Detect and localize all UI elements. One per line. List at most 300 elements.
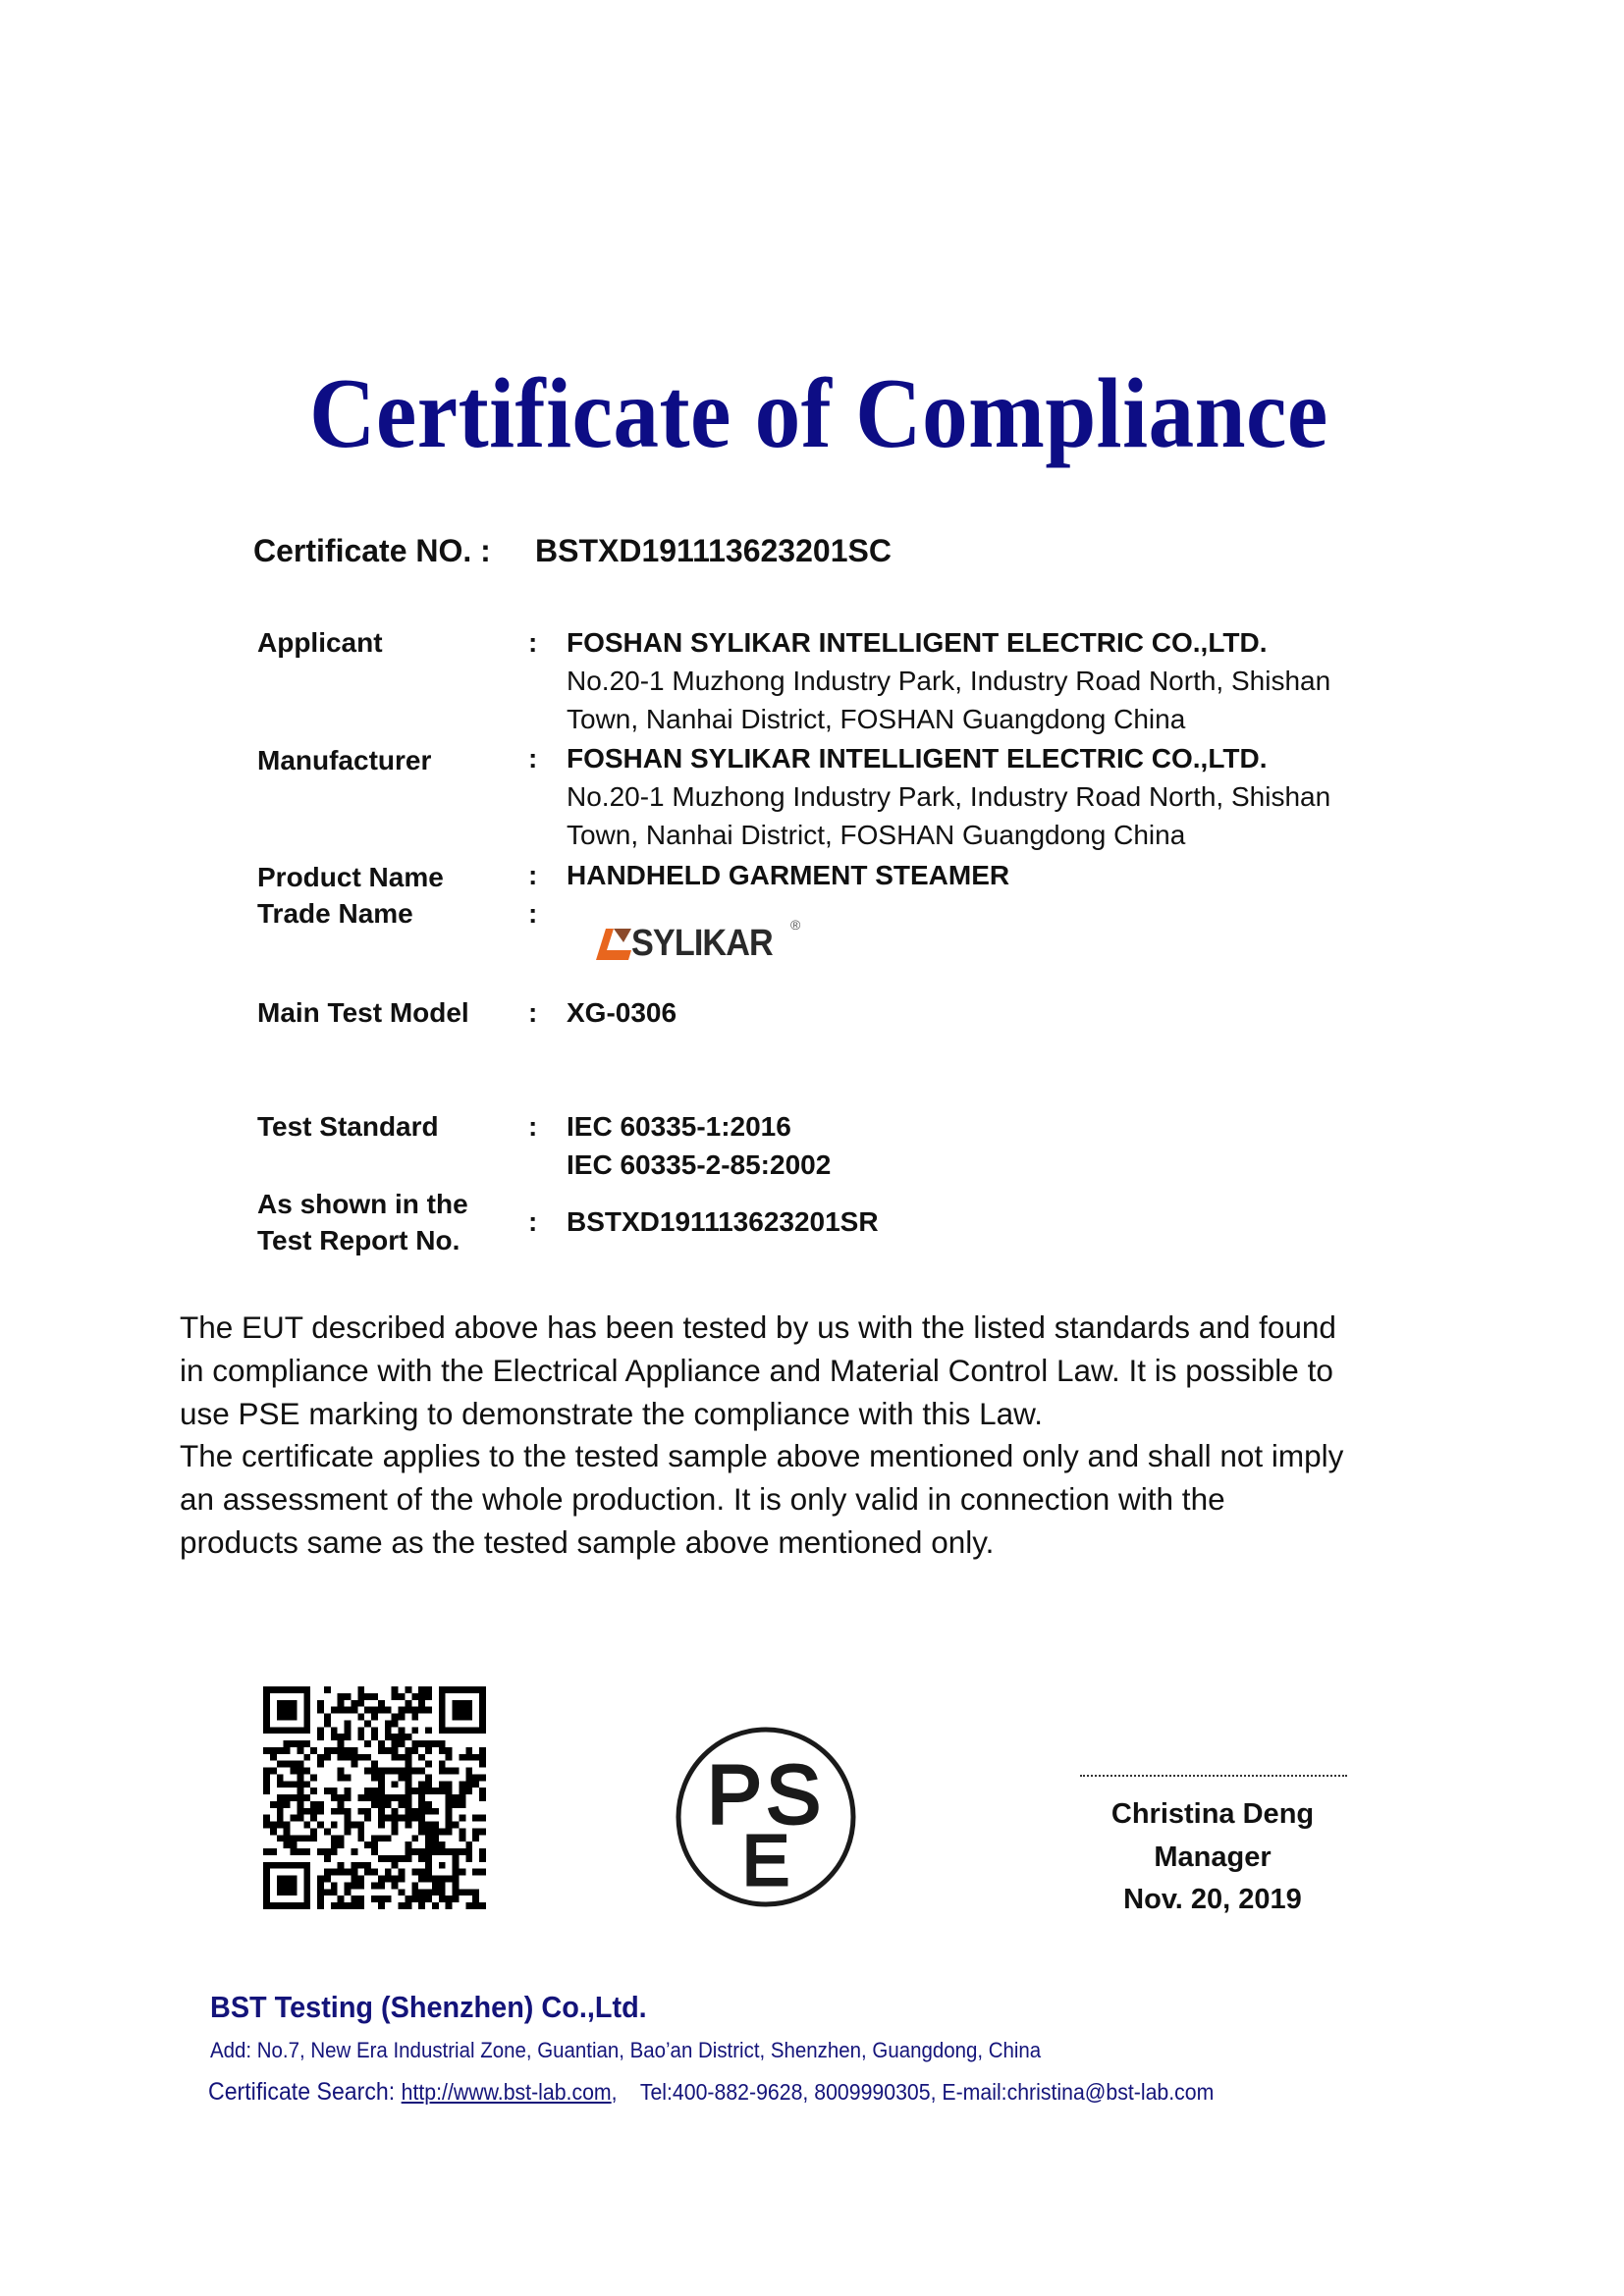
qr-module xyxy=(371,1788,378,1794)
statement-line: use PSE marking to demonstrate the compliance with this Law. xyxy=(180,1396,1043,1431)
qr-module xyxy=(364,1869,371,1876)
qr-module xyxy=(392,1720,399,1727)
qr-module xyxy=(425,1781,432,1788)
qr-module xyxy=(411,1693,418,1700)
qr-module xyxy=(351,1747,357,1754)
qr-module xyxy=(425,1835,432,1842)
qr-module xyxy=(378,1794,385,1801)
qr-module xyxy=(371,1842,378,1848)
qr-module xyxy=(392,1686,399,1693)
qr-module xyxy=(392,1808,399,1815)
qr-module xyxy=(284,1761,291,1768)
qr-module xyxy=(303,1754,310,1761)
qr-module xyxy=(418,1876,425,1883)
qr-module xyxy=(364,1862,371,1869)
qr-module xyxy=(277,1862,284,1869)
qr-module xyxy=(378,1902,385,1909)
qr-module xyxy=(364,1815,371,1822)
qr-module xyxy=(405,1768,411,1775)
qr-module xyxy=(263,1768,270,1775)
qr-module xyxy=(297,1747,303,1754)
qr-module xyxy=(385,1876,392,1883)
qr-module xyxy=(345,1788,352,1794)
qr-module xyxy=(371,1848,378,1855)
qr-module xyxy=(405,1734,411,1740)
qr-module xyxy=(331,1707,338,1714)
qr-module xyxy=(479,1902,486,1909)
qr-module xyxy=(425,1707,432,1714)
qr-module xyxy=(439,1768,446,1775)
qr-module xyxy=(465,1686,472,1693)
qr-module xyxy=(371,1835,378,1842)
qr-module xyxy=(459,1889,465,1896)
applicant-address-line1: No.20-1 Muzhong Industry Park, Industry Road North, Shishan xyxy=(567,666,1331,696)
qr-module xyxy=(324,1714,331,1721)
qr-module xyxy=(385,1734,392,1740)
qr-module xyxy=(418,1801,425,1808)
qr-module xyxy=(446,1828,453,1835)
qr-module xyxy=(446,1896,453,1902)
qr-module xyxy=(385,1896,392,1902)
qr-module xyxy=(479,1848,486,1855)
qr-module xyxy=(297,1788,303,1794)
qr-module xyxy=(331,1889,338,1896)
qr-module xyxy=(479,1754,486,1761)
qr-module xyxy=(378,1747,385,1754)
qr-module xyxy=(399,1774,406,1781)
qr-module xyxy=(297,1794,303,1801)
qr-module xyxy=(277,1700,284,1707)
qr-module xyxy=(371,1801,378,1808)
qr-module xyxy=(317,1761,324,1768)
qr-module xyxy=(331,1869,338,1876)
qr-module xyxy=(263,1815,270,1822)
qr-module xyxy=(277,1761,284,1768)
qr-module xyxy=(446,1727,453,1734)
qr-module xyxy=(439,1727,446,1734)
qr-module xyxy=(472,1896,479,1902)
qr-module xyxy=(364,1693,371,1700)
qr-module xyxy=(432,1848,439,1855)
qr-module xyxy=(324,1869,331,1876)
qr-module xyxy=(357,1808,364,1815)
qr-module xyxy=(405,1761,411,1768)
qr-module xyxy=(418,1889,425,1896)
qr-module xyxy=(270,1848,277,1855)
qr-module xyxy=(297,1774,303,1781)
qr-module xyxy=(418,1822,425,1829)
qr-module xyxy=(405,1707,411,1714)
qr-module xyxy=(392,1740,399,1747)
qr-module xyxy=(418,1902,425,1909)
qr-module xyxy=(324,1686,331,1693)
qr-module xyxy=(411,1740,418,1747)
qr-module xyxy=(324,1889,331,1896)
qr-module xyxy=(338,1896,345,1902)
qr-module xyxy=(453,1869,460,1876)
qr-module xyxy=(270,1686,277,1693)
qr-module xyxy=(405,1794,411,1801)
qr-module xyxy=(425,1896,432,1902)
qr-module xyxy=(303,1889,310,1896)
main-test-model-colon: : xyxy=(528,997,538,1028)
qr-module xyxy=(425,1774,432,1781)
qr-module xyxy=(425,1740,432,1747)
qr-module xyxy=(284,1828,291,1835)
product-name-colon: : xyxy=(528,860,538,890)
qr-module xyxy=(345,1693,352,1700)
qr-module xyxy=(345,1707,352,1714)
qr-module xyxy=(357,1714,364,1721)
qr-module xyxy=(453,1855,460,1862)
qr-module xyxy=(459,1828,465,1835)
qr-module xyxy=(263,1693,270,1700)
qr-module xyxy=(385,1768,392,1775)
qr-module xyxy=(284,1686,291,1693)
qr-module xyxy=(479,1761,486,1768)
qr-module xyxy=(277,1781,284,1788)
certificate-search-link[interactable]: http://www.bst-lab.com xyxy=(401,2079,612,2105)
qr-module xyxy=(392,1754,399,1761)
qr-module xyxy=(418,1768,425,1775)
qr-module xyxy=(357,1828,364,1835)
qr-module xyxy=(364,1842,371,1848)
qr-module xyxy=(338,1740,345,1747)
qr-module xyxy=(317,1882,324,1889)
qr-module xyxy=(465,1707,472,1714)
statement-line: The EUT described above has been tested by us with the listed standards and found xyxy=(180,1309,1336,1345)
qr-module xyxy=(411,1714,418,1721)
qr-module xyxy=(399,1707,406,1714)
qr-module xyxy=(270,1822,277,1829)
qr-module xyxy=(331,1882,338,1889)
qr-module xyxy=(432,1902,439,1909)
qr-module xyxy=(378,1822,385,1829)
qr-module xyxy=(418,1693,425,1700)
qr-module xyxy=(446,1876,453,1883)
qr-module xyxy=(378,1774,385,1781)
qr-module xyxy=(453,1707,460,1714)
qr-module xyxy=(479,1720,486,1727)
qr-module xyxy=(345,1754,352,1761)
qr-module xyxy=(357,1822,364,1829)
qr-module xyxy=(291,1902,298,1909)
qr-module xyxy=(472,1686,479,1693)
qr-module xyxy=(284,1862,291,1869)
qr-module xyxy=(399,1768,406,1775)
qr-module xyxy=(465,1842,472,1848)
qr-module xyxy=(425,1862,432,1869)
qr-module xyxy=(277,1808,284,1815)
qr-module xyxy=(472,1754,479,1761)
qr-module xyxy=(399,1801,406,1808)
qr-module xyxy=(277,1794,284,1801)
qr-module xyxy=(310,1801,317,1808)
qr-module xyxy=(378,1896,385,1902)
qr-module xyxy=(392,1768,399,1775)
qr-module xyxy=(405,1781,411,1788)
qr-module xyxy=(291,1876,298,1883)
qr-module xyxy=(263,1720,270,1727)
qr-module xyxy=(425,1828,432,1835)
qr-module xyxy=(472,1828,479,1835)
qr-module xyxy=(263,1848,270,1855)
qr-module xyxy=(472,1727,479,1734)
qr-module xyxy=(277,1835,284,1842)
qr-module xyxy=(392,1747,399,1754)
qr-module xyxy=(371,1774,378,1781)
qr-module xyxy=(425,1747,432,1754)
qr-module xyxy=(446,1902,453,1909)
qr-module xyxy=(338,1774,345,1781)
qr-module xyxy=(425,1801,432,1808)
manufacturer-name: FOSHAN SYLIKAR INTELLIGENT ELECTRIC CO.,LTD. xyxy=(567,743,1268,774)
qr-module xyxy=(364,1754,371,1761)
qr-module xyxy=(392,1822,399,1829)
qr-module xyxy=(284,1707,291,1714)
qr-module xyxy=(263,1882,270,1889)
applicant-name: FOSHAN SYLIKAR INTELLIGENT ELECTRIC CO.,LTD. xyxy=(567,627,1268,658)
qr-module xyxy=(317,1734,324,1740)
qr-module xyxy=(284,1714,291,1721)
qr-module xyxy=(439,1862,446,1869)
qr-module xyxy=(453,1862,460,1869)
qr-module xyxy=(399,1794,406,1801)
qr-module xyxy=(297,1740,303,1747)
qr-module xyxy=(418,1700,425,1707)
qr-module xyxy=(263,1889,270,1896)
qr-module xyxy=(324,1876,331,1883)
qr-module xyxy=(453,1686,460,1693)
qr-module xyxy=(411,1747,418,1754)
qr-module xyxy=(392,1862,399,1869)
qr-module xyxy=(411,1808,418,1815)
applicant-colon: : xyxy=(528,627,538,658)
qr-module xyxy=(439,1896,446,1902)
qr-module xyxy=(364,1788,371,1794)
qr-module xyxy=(284,1727,291,1734)
qr-module xyxy=(263,1700,270,1707)
qr-module xyxy=(263,1686,270,1693)
qr-module xyxy=(472,1889,479,1896)
qr-module xyxy=(303,1700,310,1707)
qr-module xyxy=(263,1896,270,1902)
qr-module xyxy=(446,1848,453,1855)
qr-module xyxy=(284,1889,291,1896)
qr-module xyxy=(453,1768,460,1775)
qr-module xyxy=(418,1808,425,1815)
qr-module xyxy=(284,1835,291,1842)
qr-module xyxy=(324,1754,331,1761)
qr-module xyxy=(425,1808,432,1815)
qr-module xyxy=(277,1747,284,1754)
qr-module xyxy=(405,1902,411,1909)
qr-module xyxy=(357,1902,364,1909)
qr-module xyxy=(371,1727,378,1734)
qr-module xyxy=(385,1801,392,1808)
qr-module xyxy=(338,1734,345,1740)
registered-mark-icon: ® xyxy=(790,917,801,933)
qr-module xyxy=(459,1700,465,1707)
qr-module xyxy=(439,1882,446,1889)
qr-module xyxy=(459,1848,465,1855)
qr-module xyxy=(331,1727,338,1734)
qr-module xyxy=(385,1707,392,1714)
qr-module xyxy=(284,1876,291,1883)
qr-module xyxy=(357,1876,364,1883)
qr-module xyxy=(399,1727,406,1734)
qr-module xyxy=(432,1842,439,1848)
qr-module xyxy=(378,1700,385,1707)
qr-module xyxy=(439,1686,446,1693)
qr-module xyxy=(472,1835,479,1842)
qr-module xyxy=(357,1862,364,1869)
qr-module xyxy=(291,1815,298,1822)
manufacturer-label: Manufacturer xyxy=(257,745,432,775)
qr-module xyxy=(405,1822,411,1829)
statement-line: an assessment of the whole production. It is only valid in connection with the xyxy=(180,1481,1225,1517)
qr-module xyxy=(385,1869,392,1876)
qr-module xyxy=(345,1734,352,1740)
qr-module xyxy=(317,1808,324,1815)
qr-module xyxy=(425,1727,432,1734)
qr-module xyxy=(263,1869,270,1876)
qr-module xyxy=(270,1754,277,1761)
qr-module xyxy=(345,1727,352,1734)
qr-module xyxy=(439,1828,446,1835)
qr-module xyxy=(297,1781,303,1788)
qr-module xyxy=(297,1835,303,1842)
signature-date: Nov. 20, 2019 xyxy=(1123,1884,1302,1915)
manufacturer-colon: : xyxy=(528,743,538,774)
qr-module xyxy=(277,1876,284,1883)
qr-module xyxy=(284,1822,291,1829)
qr-module xyxy=(378,1740,385,1747)
qr-module xyxy=(277,1815,284,1822)
qr-module xyxy=(317,1801,324,1808)
qr-module xyxy=(399,1734,406,1740)
qr-module xyxy=(446,1781,453,1788)
qr-module xyxy=(479,1747,486,1754)
qr-module xyxy=(291,1700,298,1707)
qr-module xyxy=(432,1828,439,1835)
qr-module xyxy=(459,1815,465,1822)
qr-module xyxy=(364,1740,371,1747)
qr-module xyxy=(270,1828,277,1835)
qr-module xyxy=(399,1815,406,1822)
qr-module xyxy=(371,1768,378,1775)
qr-module xyxy=(465,1902,472,1909)
qr-module xyxy=(291,1882,298,1889)
qr-module xyxy=(465,1788,472,1794)
qr-module xyxy=(432,1882,439,1889)
qr-module xyxy=(338,1707,345,1714)
qr-module xyxy=(405,1896,411,1902)
qr-module xyxy=(303,1768,310,1775)
qr-module xyxy=(392,1828,399,1835)
qr-module xyxy=(284,1747,291,1754)
qr-module xyxy=(310,1815,317,1822)
qr-module xyxy=(310,1835,317,1842)
applicant-address-line2: Town, Nanhai District, FOSHAN Guangdong China xyxy=(567,704,1186,734)
qr-module xyxy=(472,1774,479,1781)
qr-module xyxy=(411,1788,418,1794)
qr-module xyxy=(385,1727,392,1734)
qr-module xyxy=(277,1882,284,1889)
qr-module xyxy=(453,1876,460,1883)
qr-module xyxy=(297,1808,303,1815)
qr-module xyxy=(303,1686,310,1693)
qr-module xyxy=(439,1761,446,1768)
qr-module xyxy=(418,1754,425,1761)
qr-module xyxy=(465,1848,472,1855)
qr-module xyxy=(338,1902,345,1909)
qr-module xyxy=(479,1727,486,1734)
qr-module xyxy=(303,1848,310,1855)
qr-module xyxy=(351,1896,357,1902)
test-standard-value-1: IEC 60335-1:2016 xyxy=(567,1111,791,1142)
qr-module xyxy=(405,1700,411,1707)
qr-module xyxy=(378,1788,385,1794)
qr-module xyxy=(297,1768,303,1775)
qr-module xyxy=(425,1686,432,1693)
qr-module xyxy=(371,1714,378,1721)
qr-module xyxy=(303,1808,310,1815)
qr-module xyxy=(357,1727,364,1734)
qr-module xyxy=(392,1855,399,1862)
qr-module xyxy=(351,1761,357,1768)
trade-name-colon: : xyxy=(528,898,538,929)
qr-module xyxy=(284,1781,291,1788)
footer-contact-info: , Tel:400-882-9628, 8009990305, E-mail:christina@bst-lab.com xyxy=(611,2079,1215,2105)
qr-module xyxy=(291,1686,298,1693)
qr-module xyxy=(345,1815,352,1822)
qr-module xyxy=(357,1700,364,1707)
qr-module xyxy=(378,1882,385,1889)
qr-module xyxy=(459,1781,465,1788)
qr-module xyxy=(465,1855,472,1862)
qr-module xyxy=(291,1761,298,1768)
qr-module xyxy=(385,1747,392,1754)
qr-module xyxy=(338,1869,345,1876)
qr-module xyxy=(399,1740,406,1747)
qr-module xyxy=(331,1808,338,1815)
qr-module xyxy=(418,1781,425,1788)
qr-module xyxy=(351,1700,357,1707)
qr-module xyxy=(345,1902,352,1909)
qr-module xyxy=(351,1822,357,1829)
qr-module xyxy=(399,1902,406,1909)
qr-module xyxy=(345,1869,352,1876)
test-report-label-line1: As shown in the xyxy=(257,1189,468,1219)
qr-module xyxy=(317,1848,324,1855)
qr-module xyxy=(331,1788,338,1794)
qr-module xyxy=(432,1876,439,1883)
qr-module xyxy=(439,1720,446,1727)
qr-module xyxy=(297,1761,303,1768)
qr-module xyxy=(364,1768,371,1775)
qr-module xyxy=(453,1882,460,1889)
qr-module xyxy=(310,1828,317,1835)
qr-module xyxy=(277,1902,284,1909)
qr-module xyxy=(291,1740,298,1747)
qr-module xyxy=(411,1896,418,1902)
qr-module xyxy=(277,1714,284,1721)
qr-module xyxy=(351,1902,357,1909)
qr-module xyxy=(418,1686,425,1693)
qr-module xyxy=(411,1869,418,1876)
qr-module xyxy=(446,1822,453,1829)
